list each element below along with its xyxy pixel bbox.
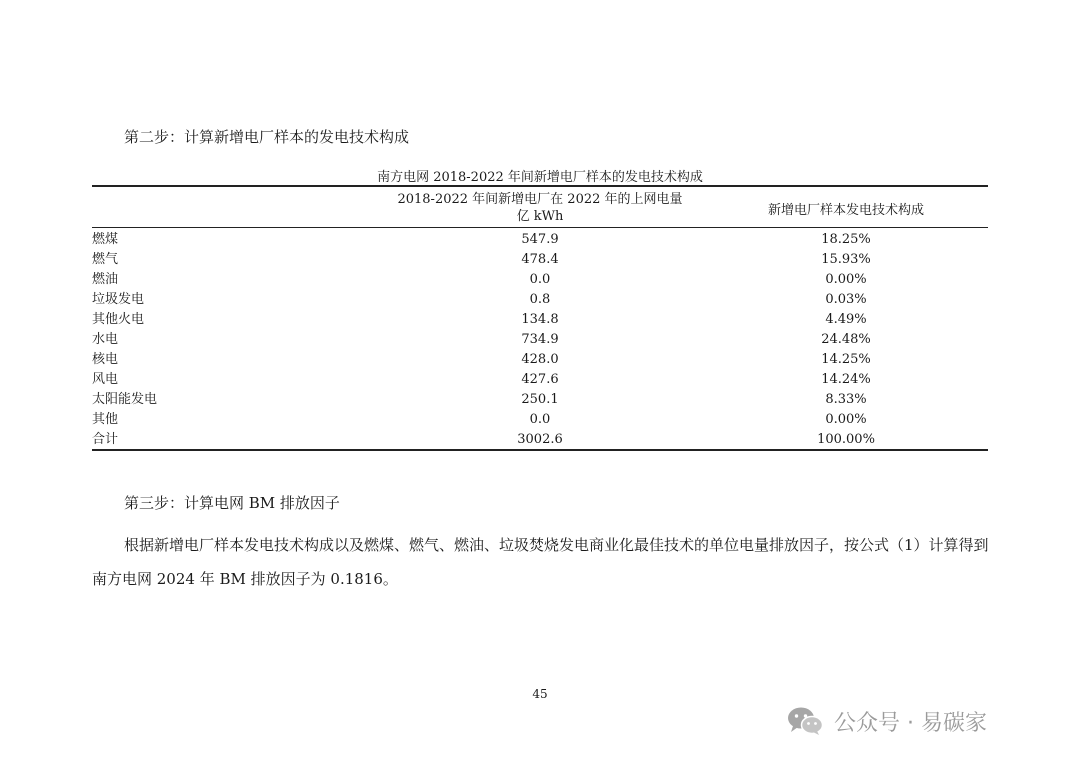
watermark bbox=[786, 703, 987, 739]
table-row bbox=[92, 310, 988, 330]
row-name: 其他 bbox=[92, 412, 119, 427]
row-name: 垃圾发电 bbox=[92, 292, 145, 307]
row-name: 其他火电 bbox=[92, 312, 145, 327]
row-energy: 0.0 bbox=[529, 412, 551, 427]
row-share: 18.25% bbox=[821, 232, 871, 247]
wechat-icon bbox=[786, 706, 824, 736]
row-name: 燃煤 bbox=[92, 232, 119, 247]
table-title: 南方电网 2018-2022 年间新增电厂样本的发电技术构成 bbox=[377, 170, 703, 185]
row-energy: 478.4 bbox=[521, 252, 559, 267]
header-energy bbox=[340, 191, 740, 225]
body-paragraph: 根据新增电厂样本发电技术构成以及燃煤、燃气、燃油、垃圾焚烧发电商业化最佳技术的单位电量排放因子，按公式（1）计算得到南方电网 2024 年 BM 排放因子为 0.1816。 bbox=[92, 536, 989, 588]
row-share: 14.25% bbox=[821, 352, 871, 367]
table-row bbox=[92, 230, 988, 250]
row-energy: 427.6 bbox=[521, 372, 559, 387]
table-row bbox=[92, 330, 988, 350]
header-energy-line1: 2018-2022 年间新增电厂在 2022 年的上网电量 bbox=[397, 192, 683, 207]
row-share: 4.49% bbox=[825, 312, 867, 327]
step-two-heading: 第二步：计算新增电厂样本的发电技术构成 bbox=[124, 128, 410, 146]
step-three-heading: 第三步：计算电网 BM 排放因子 bbox=[124, 494, 340, 512]
row-energy: 0.8 bbox=[529, 292, 551, 307]
row-share: 24.48% bbox=[821, 332, 871, 347]
row-name: 燃油 bbox=[92, 272, 119, 287]
table-row bbox=[92, 390, 988, 410]
row-name: 燃气 bbox=[92, 252, 119, 267]
row-share: 14.24% bbox=[821, 372, 871, 387]
table-row bbox=[92, 250, 988, 270]
row-name: 水电 bbox=[92, 332, 119, 347]
row-energy: 547.9 bbox=[521, 232, 559, 247]
table-header-rule bbox=[92, 227, 988, 228]
row-name: 合计 bbox=[92, 432, 119, 447]
row-name: 太阳能发电 bbox=[92, 392, 158, 407]
row-energy: 3002.6 bbox=[517, 432, 563, 447]
table-row bbox=[92, 370, 988, 390]
table-row bbox=[92, 270, 988, 290]
row-energy: 134.8 bbox=[521, 312, 559, 327]
table-bottom-rule bbox=[92, 449, 988, 451]
row-share: 0.03% bbox=[825, 292, 867, 307]
row-name: 核电 bbox=[92, 352, 119, 367]
row-share: 0.00% bbox=[825, 412, 867, 427]
table-body bbox=[92, 230, 988, 450]
row-energy: 428.0 bbox=[521, 352, 559, 367]
row-name: 风电 bbox=[92, 372, 119, 387]
table-top-rule bbox=[92, 185, 988, 187]
table-row bbox=[92, 350, 988, 370]
row-energy: 250.1 bbox=[521, 392, 559, 407]
table-row bbox=[92, 430, 988, 450]
row-share: 0.00% bbox=[825, 272, 867, 287]
header-share: 新增电厂样本发电技术构成 bbox=[767, 203, 924, 218]
header-energy-unit: 亿 kWh bbox=[516, 209, 564, 224]
row-share: 15.93% bbox=[821, 252, 871, 267]
watermark-text: 公众号 · 易碳家 bbox=[834, 710, 987, 736]
row-share: 8.33% bbox=[825, 392, 867, 407]
page-number: 45 bbox=[532, 687, 548, 701]
table-row bbox=[92, 410, 988, 430]
table-row bbox=[92, 290, 988, 310]
row-energy: 734.9 bbox=[521, 332, 559, 347]
row-energy: 0.0 bbox=[529, 272, 551, 287]
row-share: 100.00% bbox=[817, 432, 875, 447]
